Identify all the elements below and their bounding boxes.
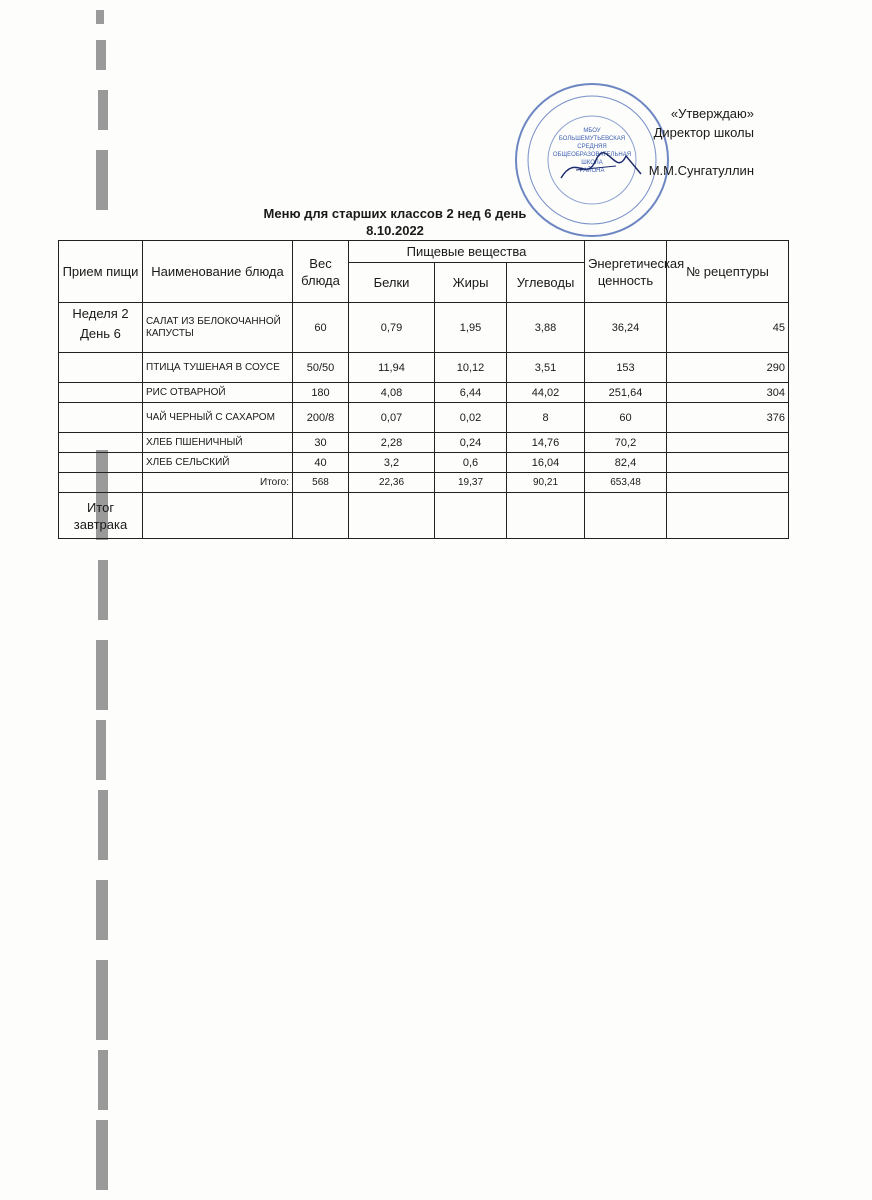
director-signature <box>556 148 646 188</box>
header-nutrients: Пищевые вещества <box>349 241 585 263</box>
dish-name: САЛАТ ИЗ БЕЛОКОЧАННОЙ КАПУСТЫ <box>143 303 293 353</box>
protein-cell: 2,28 <box>349 433 435 453</box>
recipe-cell <box>667 433 789 453</box>
summary-row <box>59 493 789 539</box>
menu-table <box>58 240 789 539</box>
energy-cell: 70,2 <box>585 433 667 453</box>
svg-text:ШКОЛА: ШКОЛА <box>581 160 603 166</box>
total-label: Итого: <box>143 473 293 493</box>
meal-day: День 6 <box>80 326 121 341</box>
carbs-cell: 3,88 <box>507 303 585 353</box>
carbs-cell: 3,51 <box>507 353 585 383</box>
svg-text:БОЛЬШЕМУТЬЕВСКАЯ: БОЛЬШЕМУТЬЕВСКАЯ <box>558 136 626 142</box>
menu-title <box>230 205 560 239</box>
svg-text:МБОУ: МБОУ <box>583 128 601 134</box>
table-row <box>59 403 789 433</box>
protein-cell: 0,79 <box>349 303 435 353</box>
total-energy: 653,48 <box>585 473 667 493</box>
fat-cell: 6,44 <box>435 383 507 403</box>
protein-cell: 4,08 <box>349 383 435 403</box>
protein-cell: 3,2 <box>349 453 435 473</box>
header-meal: Прием пищи <box>59 241 143 303</box>
total-fat: 19,37 <box>435 473 507 493</box>
recipe-cell: 304 <box>667 383 789 403</box>
dish-name: ХЛЕБ СЕЛЬСКИЙ <box>143 453 293 473</box>
svg-text:ОБЩЕОБРАЗОВАТЕЛЬНАЯ: ОБЩЕОБРАЗОВАТЕЛЬНАЯ <box>552 152 632 158</box>
recipe-cell <box>667 453 789 473</box>
protein-cell: 0,07 <box>349 403 435 433</box>
approval-line-3: М.М.Сунгатуллин <box>648 163 754 178</box>
fat-cell: 10,12 <box>435 353 507 383</box>
energy-cell: 153 <box>585 353 667 383</box>
fat-cell: 0,02 <box>435 403 507 433</box>
total-weight: 568 <box>293 473 349 493</box>
energy-cell: 251,64 <box>585 383 667 403</box>
weight-cell: 60 <box>293 303 349 353</box>
dish-name: ХЛЕБ ПШЕНИЧНЫЙ <box>143 433 293 453</box>
svg-text:РАЙОНА: РАЙОНА <box>579 168 605 174</box>
dish-name: ПТИЦА ТУШЕНАЯ В СОУСЕ <box>143 353 293 383</box>
meal-week: Неделя 2 <box>72 306 129 321</box>
weight-cell: 40 <box>293 453 349 473</box>
table-row <box>59 453 789 473</box>
carbs-cell: 44,02 <box>507 383 585 403</box>
table-row <box>59 303 789 353</box>
header-carbs: Углеводы <box>507 263 585 303</box>
weight-cell: 200/8 <box>293 403 349 433</box>
carbs-cell: 8 <box>507 403 585 433</box>
energy-cell: 60 <box>585 403 667 433</box>
recipe-cell: 376 <box>667 403 789 433</box>
carbs-cell: 14,76 <box>507 433 585 453</box>
dish-name: РИС ОТВАРНОЙ <box>143 383 293 403</box>
approval-line-1: «Утверждаю» <box>670 106 754 121</box>
table-row <box>59 383 789 403</box>
fat-cell: 0,24 <box>435 433 507 453</box>
weight-cell: 30 <box>293 433 349 453</box>
header-recipe: № рецептуры <box>667 241 789 303</box>
summary-label: Итог завтрака <box>59 493 143 539</box>
fat-cell: 1,95 <box>435 303 507 353</box>
total-row <box>59 473 789 493</box>
header-fat: Жиры <box>435 263 507 303</box>
fat-cell: 0,6 <box>435 453 507 473</box>
header-weight: Вес блюда <box>293 241 349 303</box>
recipe-cell: 290 <box>667 353 789 383</box>
svg-text:СРЕДНЯЯ: СРЕДНЯЯ <box>577 144 607 150</box>
total-protein: 22,36 <box>349 473 435 493</box>
header-dish: Наименование блюда <box>143 241 293 303</box>
menu-title-date: 8.10.2022 <box>366 223 424 238</box>
menu-title-line-1: Меню для старших классов 2 нед 6 день <box>263 206 527 221</box>
meal-label <box>59 303 143 353</box>
total-carbs: 90,21 <box>507 473 585 493</box>
table-row <box>59 353 789 383</box>
weight-cell: 180 <box>293 383 349 403</box>
protein-cell: 11,94 <box>349 353 435 383</box>
binding-edge-marks <box>90 0 130 1200</box>
weight-cell: 50/50 <box>293 353 349 383</box>
energy-cell: 36,24 <box>585 303 667 353</box>
header-protein: Белки <box>349 263 435 303</box>
approval-block <box>649 104 754 180</box>
dish-name: ЧАЙ ЧЕРНЫЙ С САХАРОМ <box>143 403 293 433</box>
energy-cell: 82,4 <box>585 453 667 473</box>
table-row <box>59 433 789 453</box>
carbs-cell: 16,04 <box>507 453 585 473</box>
header-energy: Энергетическая ценность <box>585 241 667 303</box>
approval-line-2: Директор школы <box>653 125 754 140</box>
recipe-cell: 45 <box>667 303 789 353</box>
